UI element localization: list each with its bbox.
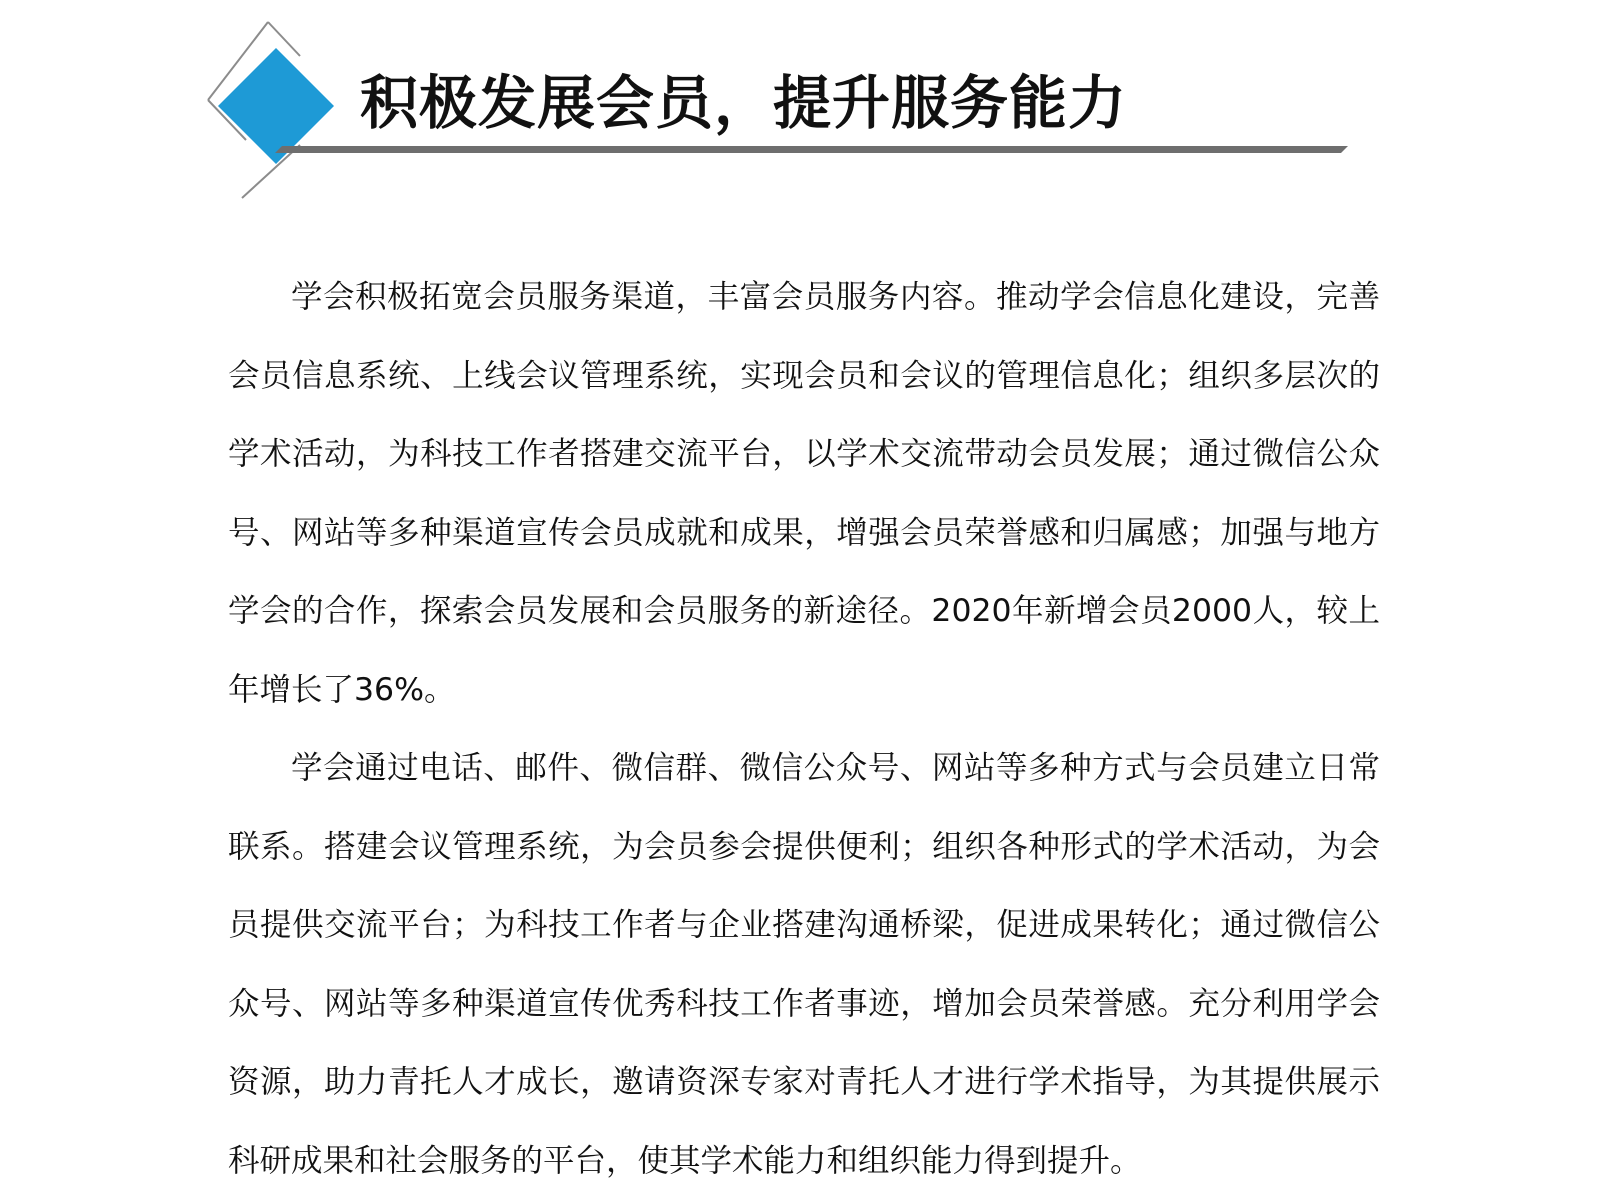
paragraph-2: 学会通过电话、邮件、微信群、微信公众号、网站等多种方式与会员建立日常联系。搭建会议管理系统，为会员参会提供便利；组织各种形式的学术活动，为会员提供交流平台；为科技工作者与企业搭建沟通桥梁，促进成果转化；通过微信公众号、网站等多种渠道宣传优秀科技工作者事迹，增加会员荣誉感。充分利用学会资源，助力青托人才成长，邀请资深专家对青托人才进行学术指导，为其提供展示科研成果和社会服务的平台，使其学术能力和组织能力得到提升。 [228,750,1380,1179]
paragraph-1: 学会积极拓宽会员服务渠道，丰富会员服务内容。推动学会信息化建设，完善会员信息系统、上线会议管理系统，实现会员和会议的管理信息化；组织多层次的学术活动，为科技工作者搭建交流平台，以学术交流带动会员发展；通过微信公众号、网站等多种渠道宣传会员成就和成果，增强会员荣誉感和归属感；加强与地方学会的合作，探索会员发展和会员服务的新途径。2020年新增会员2000人，较上年增长了36%。 [228,279,1380,708]
outline-upper-right [268,22,300,56]
body-text [228,258,1380,1200]
title-underline [275,146,1348,153]
page-title: 积极发展会员，提升服务能力 [360,69,1128,137]
